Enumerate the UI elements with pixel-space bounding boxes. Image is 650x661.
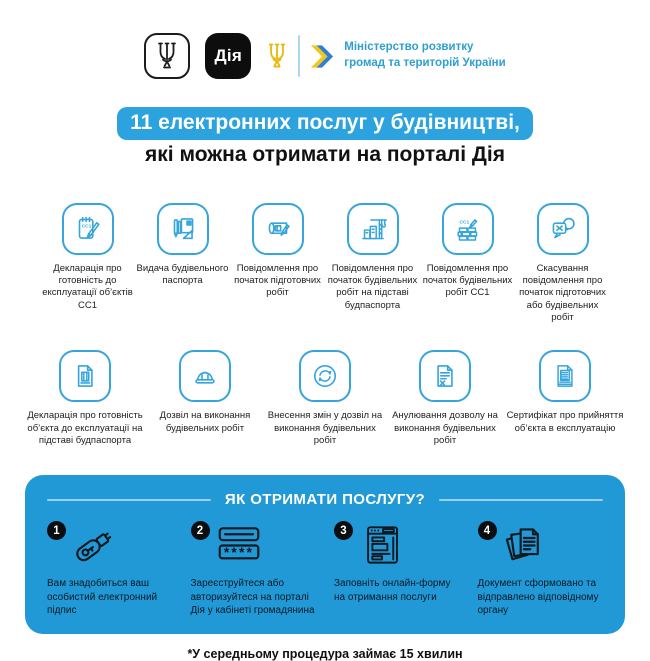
step-text: Зареєструйтеся або авторизуйтеся на порталі Дія у кабінеті громадянина	[190, 578, 315, 617]
service-item-construction-permit	[146, 350, 264, 447]
diia-logo-label: Дія	[214, 46, 243, 65]
service-label: Анулювання дозволу на виконання будівельних робіт	[392, 410, 498, 446]
brick-wall-cc1-icon	[442, 203, 494, 255]
how-to-panel	[25, 475, 625, 634]
chevron-arrow-icon	[310, 44, 334, 69]
construction-crane-icon	[347, 203, 399, 255]
divider-line-right	[439, 499, 603, 501]
trident-icon	[155, 41, 179, 71]
service-item-building-passport	[135, 203, 230, 325]
headline-subtitle: які можна отримати на порталі Дія	[145, 143, 505, 167]
document-cancel-icon	[419, 350, 471, 402]
steps-row	[47, 521, 603, 618]
headline	[0, 107, 650, 169]
step-number-badge: 2	[191, 521, 210, 540]
step-4	[478, 521, 604, 618]
service-item-construction-start-budpassport	[325, 203, 420, 325]
service-label: Повідомлення про початок будівельних робіт на підставі будпаспорта	[327, 262, 418, 311]
step-number-badge: 4	[478, 521, 497, 540]
ministry-name-line1: Міністерство розвитку	[344, 41, 474, 54]
step-3-header	[334, 521, 460, 571]
services-row-2	[26, 350, 624, 447]
ministry-name-line2: громад та територій України	[344, 57, 506, 69]
step-number-badge: 1	[47, 521, 66, 540]
service-label: Декларація про готовність об’єкта до експлуатації на підставі будпаспорта	[27, 410, 143, 446]
service-item-declaration-cc1	[40, 203, 135, 325]
logo-divider	[298, 35, 300, 77]
svg-text:СС1: СС1	[459, 220, 469, 226]
certificate-building-icon	[539, 350, 591, 402]
service-label: Декларація про готовність до експлуатації об’єктів СС1	[42, 262, 133, 311]
service-item-cancel-notification	[515, 203, 610, 325]
service-label: Сертифікат про прийняття об’єкта в експлуатацію	[506, 410, 624, 434]
usb-signature-key-icon	[67, 523, 123, 568]
service-item-acceptance-certificate	[506, 350, 624, 447]
ministry-logo	[266, 35, 505, 77]
step-text: Заповніть онлайн-форму на отримання послуги	[334, 578, 451, 603]
diia-logo	[205, 33, 251, 79]
panel-title: ЯК ОТРИМАТИ ПОСЛУГУ?	[224, 491, 426, 509]
online-form-icon	[354, 523, 410, 568]
service-label: Повідомлення про початок будівельних робіт СС1	[422, 262, 513, 299]
service-item-permit-annulment	[386, 350, 504, 447]
state-emblem-logo	[144, 33, 190, 79]
blueprint-pencil-icon	[252, 203, 304, 255]
step-number-badge: 3	[334, 521, 353, 540]
cancel-message-icon	[537, 203, 589, 255]
yellow-trident-icon	[266, 42, 288, 70]
login-password-icon	[211, 523, 267, 568]
services-row-1	[40, 203, 610, 325]
svg-text:****: ****	[223, 544, 254, 560]
refresh-arrows-icon	[299, 350, 351, 402]
footer-note: *У середньому процедура займає 15 хвилин	[187, 646, 463, 661]
step-3	[334, 521, 460, 618]
declaration-cc1-document-icon	[62, 203, 114, 255]
step-2-header	[191, 521, 317, 571]
panel-header	[47, 491, 603, 508]
service-label: Дозвіл на виконання будівельних робіт	[159, 410, 251, 434]
step-4-header	[478, 521, 604, 571]
service-item-declaration-budpassport	[26, 350, 144, 447]
ministry-name	[344, 40, 505, 71]
step-text: Вам знадобиться ваш особистий електронний підпис	[47, 578, 158, 617]
header-logos	[0, 0, 650, 79]
divider-line-left	[47, 499, 211, 501]
service-label: Видача будівельного паспорта	[136, 262, 229, 286]
headline-badge: 11 електронних послуг у будівництві,	[117, 107, 533, 140]
step-2	[191, 521, 317, 618]
service-label: Повідомлення про початок підготовчих робіт	[234, 262, 321, 299]
service-item-construction-start-cc1	[420, 203, 515, 325]
service-item-preparatory-works	[230, 203, 325, 325]
hard-hat-icon	[179, 350, 231, 402]
service-item-permit-changes	[266, 350, 384, 447]
building-document-icon	[59, 350, 111, 402]
service-label: Скасування повідомлення про початок підготовчих або будівельних робіт	[519, 262, 606, 323]
documents-sent-icon	[498, 523, 554, 568]
step-1	[47, 521, 173, 618]
drafting-tools-icon	[157, 203, 209, 255]
service-label: Внесення змін у дозвіл на виконання будівельних робіт	[267, 410, 383, 446]
svg-text:СС1: СС1	[81, 224, 91, 230]
step-text: Документ сформовано та відправлено відповідному органу	[477, 578, 599, 617]
step-1-header	[47, 521, 173, 571]
